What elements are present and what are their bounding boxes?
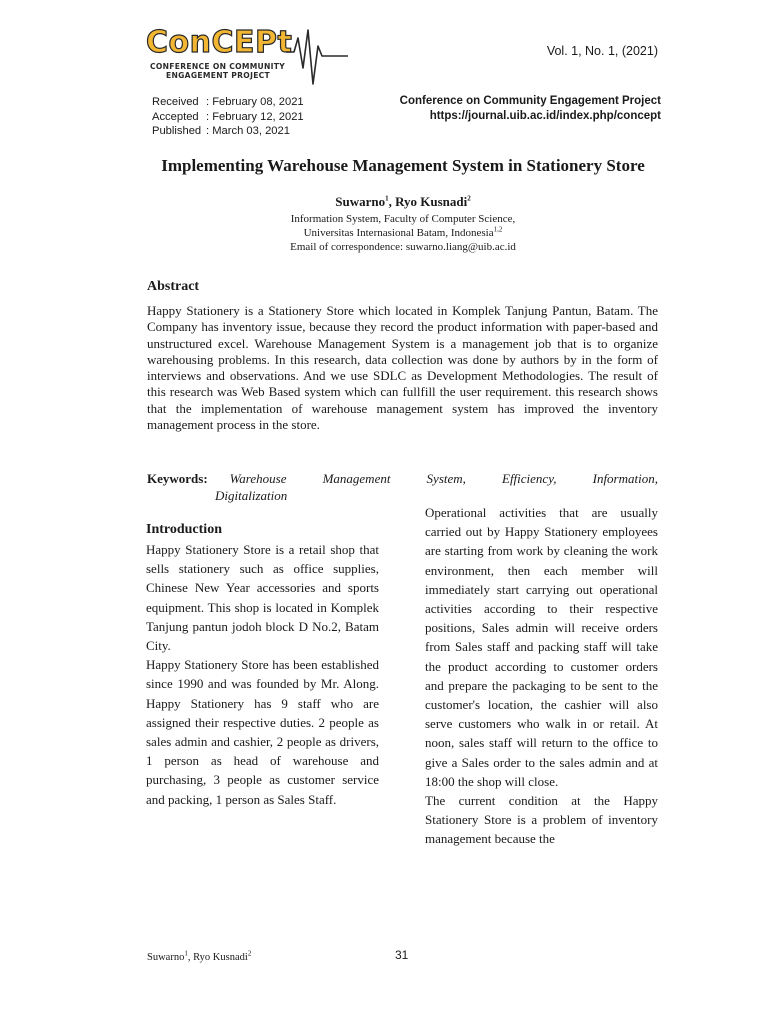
body-paragraph: The current condition at the Happy Stationery Store is a problem of inventory management because the: [425, 793, 658, 847]
keywords-block: [147, 471, 658, 504]
correspondence-email: Email of correspondence: suwarno.liang@uib.ac.id: [290, 241, 516, 253]
introduction-paragraph: Happy Stationery Store is a retail shop that sells stationery such as office supplies, Chinese New Year accessories and sports equipment. This shop is located in Komplek Tanjung pantun jodoh block D No.2, Batam City.: [146, 542, 379, 654]
affiliation-block: [0, 212, 768, 254]
logo-subtitle-line1: CONFERENCE ON COMMUNITY: [150, 62, 286, 71]
author-separator: ,: [388, 194, 396, 209]
keyword-term-last: Digitalization: [215, 487, 288, 503]
introduction-heading: Introduction: [146, 522, 222, 537]
keyword-term: Efficiency,: [502, 471, 557, 486]
date-row-published: [152, 124, 304, 139]
page-number: 31: [395, 948, 409, 962]
abstract-body: Happy Stationery is a Stationery Store which located in Komplek Tanjung Pantun, Batam. The Company has inventory issue, because they record the product information with paper-based and unstructured excel. Warehouse Management System is a management job that is to organize warehousing problems. In this research, data collection was done by authors by in the form of interviews and observations. And we use SDLC as Development Methodologies. The result of this research was Web Based system which can fullfill the user requirement. this research shows that the implementation of warehouse management system has improved the inventory management process in the store.: [147, 303, 658, 433]
keywords-label: Keywords:: [147, 471, 208, 486]
date-row-received: [152, 95, 304, 110]
volume-info: Vol. 1, No. 1, (2021): [546, 44, 658, 58]
logo-wordmark: ConCEPt: [146, 25, 293, 60]
author-line: [0, 194, 768, 210]
author-name: Suwarno: [335, 194, 386, 209]
journal-logo: [146, 26, 346, 88]
publication-dates: [152, 95, 304, 139]
footer-author: Suwarno: [147, 952, 185, 963]
date-row-accepted: [152, 110, 304, 125]
date-label: Received: [152, 96, 199, 108]
conference-url[interactable]: https://journal.uib.ac.id/index.php/concept: [429, 110, 661, 122]
right-column: [425, 503, 658, 849]
footer-authors: [147, 949, 252, 963]
logo-subtitle-line2: ENGAGEMENT PROJECT: [166, 71, 271, 80]
conference-info: [400, 94, 661, 124]
keyword-term: System,: [426, 471, 466, 486]
author-name: Ryo Kusnadi: [395, 194, 468, 209]
affiliation-line: [0, 226, 768, 240]
footer-superscript: 1: [184, 949, 188, 958]
introduction-paragraph: Happy Stationery Store has been established since 1990 and was founded by Mr. Along. Happy Stationery has 9 staff who are assigned their respective duties. 2 people as sales admin and cashier, 2 people as drivers, 1 person as head of warehouse and purchasing, 3 people as customer service and packing, 1 person as Sales Staff.: [146, 657, 379, 807]
keyword-term: Management: [322, 471, 391, 486]
keywords-terms: [230, 471, 658, 488]
affiliation-line: Information System, Faculty of Computer Science,: [290, 213, 516, 225]
keywords-line: [147, 471, 658, 488]
paper-title: Implementing Warehouse Management System in Stationery Store: [161, 156, 645, 175]
footer-author: , Ryo Kusnadi: [187, 952, 248, 963]
date-label: Published: [152, 125, 202, 138]
affiliation-text: Universitas Internasional Batam, Indonesia: [303, 227, 494, 239]
keyword-term: Information,: [592, 471, 658, 486]
author-superscript: 2: [467, 194, 471, 203]
heartbeat-pulse-icon: [286, 28, 348, 88]
affiliation-superscript: 1,2: [493, 225, 503, 234]
keyword-term: Warehouse: [229, 471, 287, 486]
footer-superscript: 2: [247, 949, 252, 958]
conference-name: Conference on Community Engagement Project: [399, 95, 661, 107]
abstract-heading: Abstract: [147, 279, 200, 294]
date-value: : February 08, 2021: [206, 96, 304, 108]
author-superscript: 1: [385, 194, 389, 203]
date-label: Accepted: [152, 110, 199, 123]
left-column: [146, 520, 379, 809]
date-value: : February 12, 2021: [206, 110, 304, 123]
body-paragraph: Operational activities that are usually carried out by Happy Stationery employees are starting from work by cleaning the work environment, then each member will immediately start carrying out operational activities according to their respective positions, Sales admin will receive orders from Sales staff and packing staff will take the product according to customer orders and prepare the packaging to be sent to the customer's location, the cashier will also serve customers who walk in or retail. At noon, sales staff will return to the office to give a Sales order to the sales admin and at 18:00 the shop will close.: [425, 505, 658, 789]
date-value: : March 03, 2021: [206, 125, 290, 138]
